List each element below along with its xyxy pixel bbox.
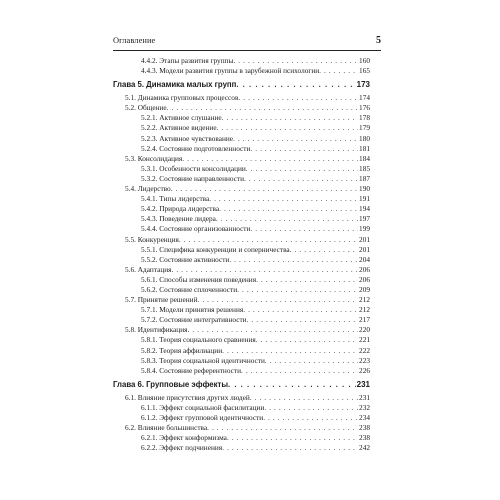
toc-entry-label: 5.2.3. Активное чувствование [141, 133, 234, 143]
toc-entry-page: 242 [359, 443, 370, 453]
toc-entry-label: 4.4.3. Модели развития группы в зарубежной психологии [141, 66, 320, 76]
dot-leader [197, 295, 358, 305]
dot-leader [236, 78, 355, 92]
dot-leader [187, 325, 358, 335]
toc-entry[interactable] [113, 184, 370, 194]
toc-entry[interactable] [113, 154, 370, 164]
dot-leader [182, 154, 358, 164]
toc-entry-label: 5.8.2. Теория аффилиации [141, 345, 223, 355]
toc-entry[interactable] [113, 255, 370, 265]
toc-entry[interactable] [113, 144, 370, 154]
toc-entry-page: 178 [359, 113, 370, 123]
dot-leader [171, 265, 358, 275]
toc-entry[interactable] [113, 346, 370, 356]
toc-entry[interactable] [113, 366, 370, 376]
dot-leader [243, 305, 358, 315]
dot-leader [244, 174, 358, 184]
toc-entry-label: 5.8.1. Теория социального сравнения [141, 335, 256, 345]
dot-leader [264, 403, 358, 413]
toc-entry-page: 232 [359, 402, 370, 412]
toc-entry-label: 6.1.2. Эффект групповой идентичности [141, 413, 264, 422]
toc-entry[interactable] [113, 443, 370, 453]
dot-leader [207, 423, 358, 433]
toc-entry-label: 5.6. Адаптация [125, 264, 172, 274]
toc-entry-label: 5.6.1. Способы изменения поведения [141, 274, 257, 284]
toc-chapter-entry[interactable] [113, 378, 370, 392]
toc-entry[interactable] [113, 66, 370, 76]
dot-leader [290, 245, 358, 255]
toc-entry-page: 212 [359, 295, 370, 305]
dot-leader [319, 66, 358, 76]
dot-leader [216, 214, 358, 224]
toc-entry-label: 6.1. Влияние присутствия других людей [125, 392, 250, 402]
toc-entry-label: 6.2. Влияние большинства [125, 423, 208, 433]
toc-entry[interactable] [113, 164, 370, 174]
toc-entry-label: 5.2.4. Состояние подготовленности [141, 143, 251, 153]
header-rule [113, 50, 381, 51]
toc-entry-label: 5.7.2. Состояние интегративности [141, 315, 247, 325]
toc-entry[interactable] [113, 356, 370, 366]
toc-entry[interactable] [113, 174, 370, 184]
toc-chapter-entry[interactable] [113, 78, 370, 92]
toc-entry-label: 5.3.1. Особенности консолидации [141, 163, 246, 173]
dot-leader [241, 366, 358, 376]
toc-entry-page: 194 [359, 204, 370, 214]
toc-entry-label: 5.2.1. Активное слушание [141, 113, 222, 123]
dot-leader [222, 443, 358, 453]
toc-entry-page: 191 [359, 194, 370, 204]
toc-entry[interactable] [113, 93, 370, 103]
toc-entry-page: 173 [356, 80, 370, 90]
toc-entry-page: 197 [359, 214, 370, 224]
dot-leader [227, 433, 358, 443]
toc-entry-page: 204 [359, 254, 370, 264]
toc-entry-page: 176 [359, 103, 370, 113]
toc-entry-page: 201 [359, 234, 370, 244]
toc-entry-page: 217 [359, 315, 370, 325]
dot-leader [222, 113, 358, 123]
toc-entry-page: 209 [359, 284, 370, 294]
toc-entry-label: Глава 6. Групповые эффекты [113, 379, 228, 389]
toc-entry[interactable] [113, 103, 370, 113]
toc-entry-label: 5.5.2. Состояние активности [141, 254, 230, 264]
page-number: 5 [376, 35, 381, 46]
toc-entry[interactable] [113, 214, 370, 224]
toc-entry-page: 184 [359, 153, 370, 163]
dot-leader [250, 393, 358, 403]
dot-leader [179, 235, 358, 245]
dot-leader [233, 56, 358, 66]
toc-entry[interactable] [113, 204, 370, 214]
toc-entry-label: 5.2. Общение [125, 103, 167, 113]
dot-leader [247, 315, 359, 325]
toc-entry-page: 201 [359, 244, 370, 254]
toc-entry-page: 190 [359, 184, 370, 194]
toc-entry[interactable] [113, 235, 370, 245]
table-of-contents [113, 56, 370, 453]
header-title: Оглавление [113, 36, 156, 45]
toc-entry[interactable] [113, 433, 370, 443]
toc-entry-label: 5.8. Идентификация [125, 325, 188, 335]
toc-entry[interactable] [113, 423, 370, 433]
toc-entry-label: 5.4.4. Состояние организованности [141, 224, 251, 234]
toc-entry-page: 234 [359, 413, 370, 422]
toc-entry[interactable] [113, 194, 370, 204]
toc-entry-label: 5.8.4. Состояние референтности [141, 365, 242, 375]
toc-entry[interactable] [113, 56, 370, 66]
dot-leader [265, 356, 358, 366]
toc-entry-page: 180 [359, 133, 370, 143]
toc-entry-label: 5.4.1. Типы лидерства [141, 194, 210, 204]
dot-leader [167, 103, 358, 113]
dot-leader [250, 144, 358, 154]
toc-entry[interactable] [113, 123, 370, 133]
toc-entry-page: 231 [359, 392, 370, 402]
toc-entry-page: 221 [359, 335, 370, 345]
toc-entry-label: 5.3. Консолидация [125, 153, 183, 163]
toc-entry-page: 187 [359, 173, 370, 183]
toc-entry-label: 5.1. Динамика групповых процессов [125, 93, 239, 103]
toc-entry-label: 5.8.3. Теория социальной идентичности [141, 355, 265, 365]
dot-leader [209, 194, 358, 204]
dot-leader [256, 335, 358, 345]
toc-entry-page: 181 [359, 143, 370, 153]
toc-entry-label: 5.2.2. Активное видение [141, 123, 217, 133]
toc-entry-page: 174 [359, 93, 370, 103]
toc-entry-label: 5.5.1. Специфика конкуренции и соперничества [141, 244, 290, 254]
toc-entry[interactable] [113, 315, 370, 325]
toc-entry[interactable] [113, 265, 370, 275]
dot-leader [263, 413, 358, 423]
toc-entry-page: 160 [359, 56, 370, 65]
toc-entry[interactable] [113, 113, 370, 123]
toc-entry-page: 199 [359, 224, 370, 234]
toc-entry-page: 206 [359, 274, 370, 284]
dot-leader [219, 204, 358, 214]
toc-entry[interactable] [113, 403, 370, 413]
toc-entry[interactable] [113, 393, 370, 403]
toc-entry[interactable] [113, 285, 370, 295]
toc-entry[interactable] [113, 305, 370, 315]
toc-entry-page: 179 [359, 123, 370, 133]
toc-entry-label: 5.4.3. Поведение лидера [141, 214, 216, 224]
toc-entry-label: Глава 5. Динамика малых групп [113, 80, 237, 90]
toc-entry-page: 238 [359, 433, 370, 443]
toc-entry-page: 185 [359, 163, 370, 173]
dot-leader [228, 378, 356, 392]
toc-entry-label: 5.7.1. Модели принятия решения [141, 305, 244, 315]
toc-entry[interactable] [113, 245, 370, 255]
toc-entry-label: 4.4.2. Этапы развития группы [141, 56, 234, 65]
toc-entry[interactable] [113, 275, 370, 285]
dot-leader [238, 93, 358, 103]
toc-entry[interactable] [113, 295, 370, 305]
toc-entry-page: 220 [359, 325, 370, 335]
dot-leader [233, 134, 358, 144]
toc-entry-page: 222 [359, 345, 370, 355]
toc-entry-page: 231 [356, 379, 370, 389]
dot-leader [222, 346, 358, 356]
toc-entry[interactable] [113, 325, 370, 335]
toc-entry-page: 212 [359, 305, 370, 315]
toc-entry-label: 5.6.2. Состояние сплоченности [141, 284, 238, 294]
dot-leader [250, 224, 358, 234]
toc-entry-page: 206 [359, 264, 370, 274]
toc-entry-page: 223 [359, 355, 370, 365]
dot-leader [237, 285, 358, 295]
toc-entry[interactable] [113, 134, 370, 144]
toc-entry-label: 5.5. Конкуренция [125, 234, 179, 244]
dot-leader [171, 184, 358, 194]
toc-entry-label: 6.2.2. Эффект подчинения [141, 443, 223, 453]
toc-entry-label: 5.4.2. Природа лидерства [141, 204, 220, 214]
toc-entry-label: 6.2.1. Эффект конформизма [141, 433, 227, 443]
toc-entry-page: 165 [359, 66, 370, 76]
toc-entry-page: 226 [359, 365, 370, 375]
toc-entry-label: 6.1.1. Эффект социальной фасилитации [141, 402, 265, 412]
toc-entry[interactable] [113, 413, 370, 423]
dot-leader [229, 255, 358, 265]
toc-entry-page: 238 [359, 423, 370, 433]
toc-entry-label: 5.3.2. Состояние направленности [141, 173, 245, 183]
dot-leader [256, 275, 358, 285]
dot-leader [246, 164, 358, 174]
running-header [113, 36, 381, 50]
toc-entry[interactable] [113, 224, 370, 234]
toc-entry-label: 5.7. Принятие решений [125, 295, 198, 305]
toc-entry-label: 5.4. Лидерство [125, 184, 171, 194]
toc-entry[interactable] [113, 335, 370, 345]
dot-leader [217, 123, 358, 133]
